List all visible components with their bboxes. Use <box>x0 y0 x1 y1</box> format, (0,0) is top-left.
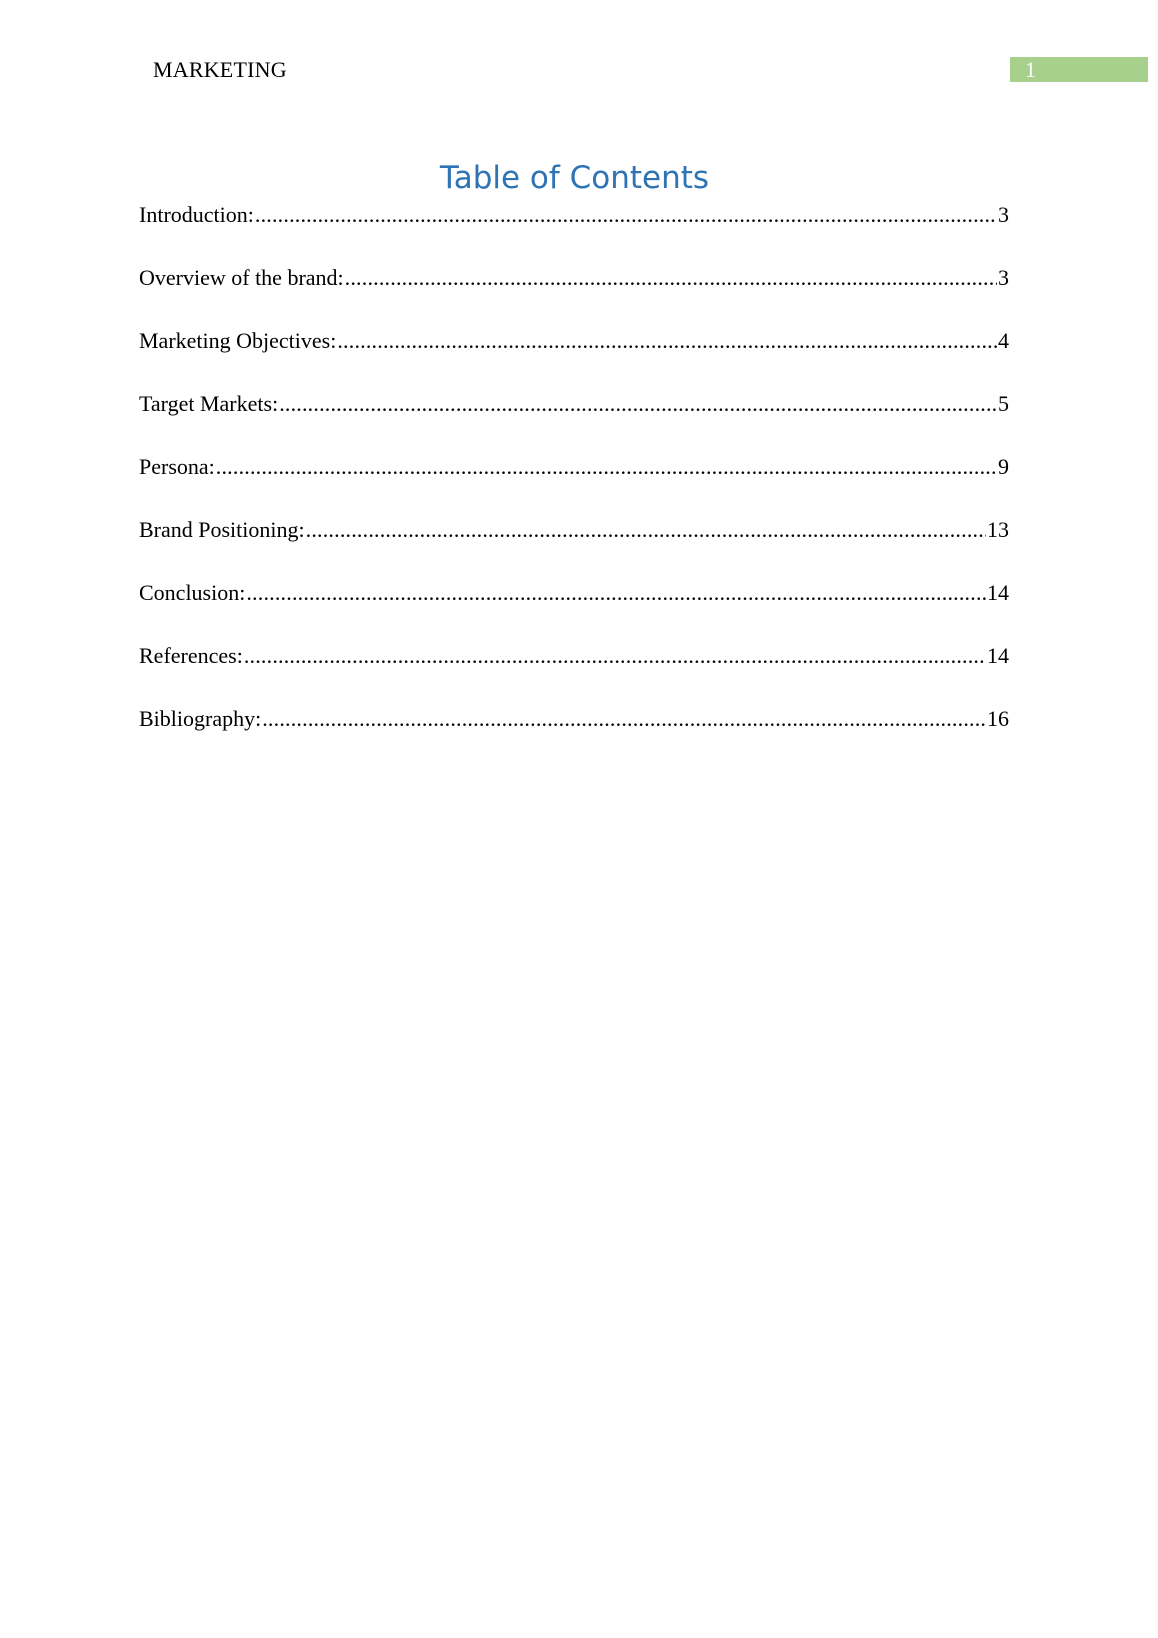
toc-entry-bibliography[interactable] <box>139 702 1009 765</box>
toc-entry-page: 13 <box>987 517 1009 542</box>
toc-dot-leader <box>279 387 997 421</box>
toc-entry-page: 14 <box>987 580 1009 605</box>
toc-dot-leader <box>306 513 986 547</box>
toc-dot-leader <box>246 576 986 610</box>
toc-dot-leader <box>345 261 997 295</box>
toc-entry-page: 14 <box>987 643 1009 668</box>
toc-entry-target-markets[interactable] <box>139 387 1009 450</box>
toc-entry-label: Brand Positioning: <box>139 517 305 542</box>
toc-entry-persona[interactable] <box>139 450 1009 513</box>
toc-dot-leader <box>337 324 997 358</box>
toc-dot-leader <box>255 198 997 232</box>
toc-dot-leader <box>262 702 986 736</box>
toc-entry-marketing-objectives[interactable] <box>139 324 1009 387</box>
toc-entry-label: References: <box>139 643 243 668</box>
toc-entry-page: 3 <box>998 265 1009 290</box>
toc-entry-page: 9 <box>998 454 1009 479</box>
toc-dot-leader <box>244 639 986 673</box>
toc-entry-label: Persona: <box>139 454 215 479</box>
toc-entry-label: Conclusion: <box>139 580 246 605</box>
toc-list <box>139 198 1009 765</box>
toc-entry-brand-positioning[interactable] <box>139 513 1009 576</box>
toc-entry-references[interactable] <box>139 639 1009 702</box>
toc-entry-label: Overview of the brand: <box>139 265 344 290</box>
toc-entry-label: Target Markets: <box>139 391 279 416</box>
toc-entry-label: Marketing Objectives: <box>139 328 337 353</box>
toc-entry-label: Bibliography: <box>139 706 262 731</box>
toc-heading: Table of Contents <box>439 160 710 196</box>
toc-entry-introduction[interactable] <box>139 198 1009 261</box>
header-title: MARKETING <box>153 57 287 82</box>
toc-dot-leader <box>216 450 997 484</box>
page-number: 1 <box>1010 57 1148 82</box>
toc-entry-page: 16 <box>987 706 1009 731</box>
toc-entry-overview[interactable] <box>139 261 1009 324</box>
toc-entry-conclusion[interactable] <box>139 576 1009 639</box>
toc-entry-label: Introduction: <box>139 202 254 227</box>
toc-entry-page: 5 <box>998 391 1009 416</box>
toc-entry-page: 3 <box>998 202 1009 227</box>
toc-entry-page: 4 <box>998 328 1009 353</box>
